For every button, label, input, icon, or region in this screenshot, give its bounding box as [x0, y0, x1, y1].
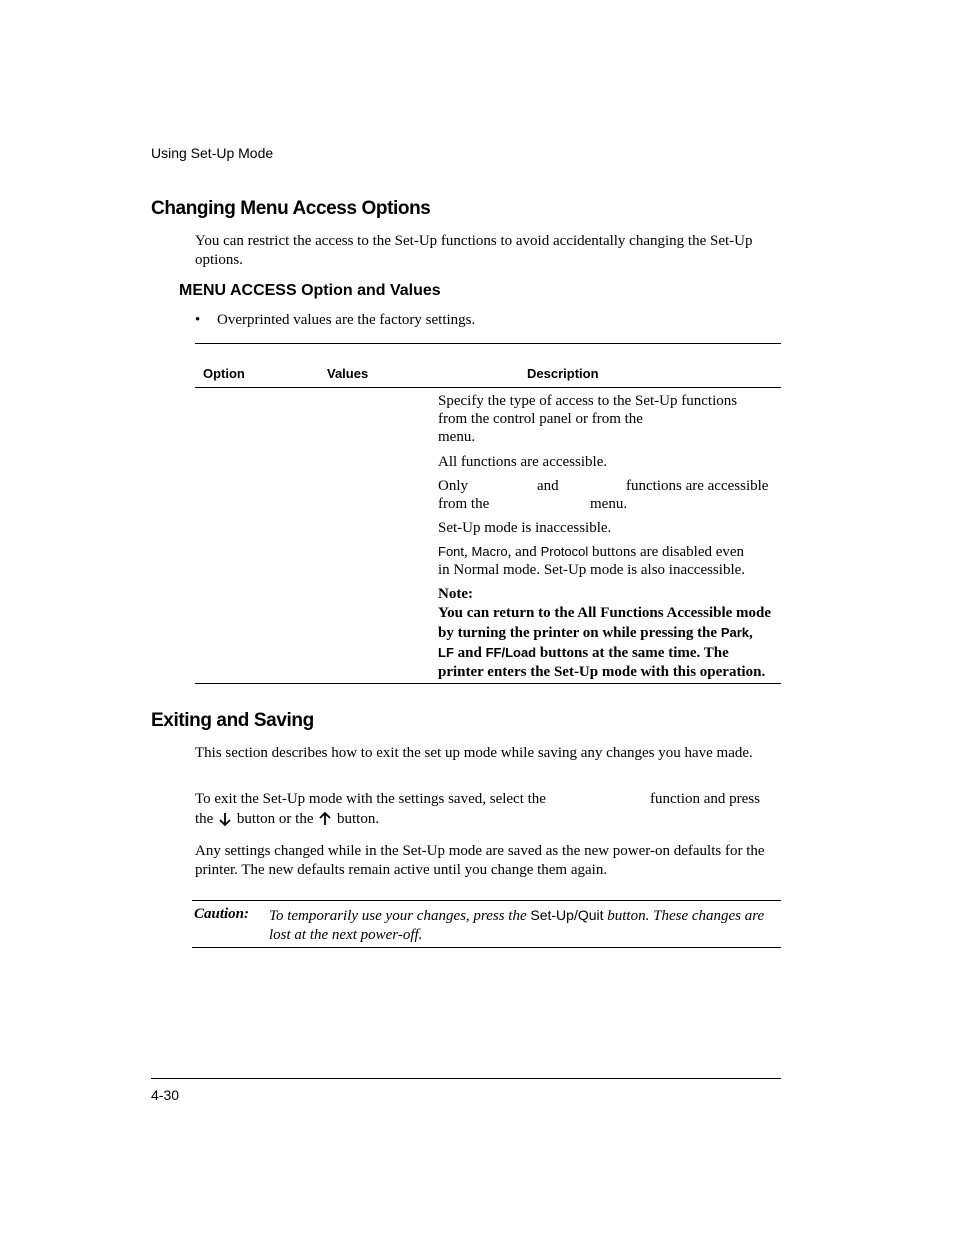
section-intro: You can restrict the access to the Set-Up functions to avoid accidentally changing the Set-Up options.: [195, 233, 753, 268]
desc-3-menu: menu.: [590, 496, 628, 512]
table-cell-description-5: [438, 543, 780, 579]
note-line-2: [438, 623, 780, 643]
section-title-exiting: Exiting and Saving: [151, 710, 314, 731]
bullet-text: Overprinted values are the factory settings.: [217, 312, 476, 328]
protocol-button-label: Protocol: [540, 544, 589, 559]
subsection-title: MENU ACCESS Option and Values: [179, 282, 441, 299]
setup-quit-button-label: Set-Up/Quit: [530, 907, 604, 923]
exiting-p2-the: the: [195, 811, 214, 827]
desc-3-from-the: from the: [438, 496, 490, 512]
desc-5-rest: buttons are disabled even: [588, 544, 745, 560]
table-top-rule: [195, 343, 781, 344]
note-label: Note:: [438, 586, 473, 602]
note-line-4: printer enters the Set-Up mode with this operation.: [438, 664, 766, 680]
footer-rule: [151, 1078, 781, 1079]
note-line-1: You can return to the All Functions Accessible mode: [438, 605, 772, 621]
table-header-rule: [195, 387, 781, 388]
running-header: Using Set-Up Mode: [151, 145, 274, 161]
note-line-3-rest: buttons at the same time. The: [536, 645, 729, 661]
caution-text-b: button. These changes are lost at the next power-off.: [269, 908, 765, 943]
caution-top-rule: [192, 900, 781, 901]
caution-bottom-rule: [192, 947, 781, 948]
table-cell-description-1: [438, 392, 780, 446]
table-cell-description-2: All functions are accessible.: [438, 454, 608, 470]
desc-5-line-2: in Normal mode. Set-Up mode is also inaccessible.: [438, 562, 746, 578]
exiting-paragraph-2: [195, 790, 775, 832]
desc-3-functions-text: functions are accessible: [626, 478, 769, 494]
table-header-values: Values: [327, 366, 369, 381]
exiting-p2-line-2: [195, 810, 379, 829]
bullet-dot: •: [195, 312, 201, 328]
macro-button-label: Macro: [471, 544, 508, 559]
exiting-paragraph-3: Any settings changed while in the Set-Up mode are saved as the new power-on defaults for the printer. The new defaults remain active until you change them again.: [195, 843, 765, 878]
caution-label: Caution:: [194, 906, 250, 922]
caution-text: [269, 906, 775, 945]
section-title-menu-access: Changing Menu Access Options: [151, 198, 431, 219]
desc-5-sep-1: ,: [464, 544, 472, 560]
desc-1-line-2: from the control panel or from the: [438, 411, 643, 427]
ff-load-button-label: FF/Load: [485, 645, 537, 660]
lf-button-label: LF: [438, 645, 454, 660]
desc-1-line-1: Specify the type of access to the Set-Up functions: [438, 393, 738, 409]
caution-text-a: To temporarily use your changes, press the: [269, 908, 531, 924]
table-header-option: Option: [203, 366, 245, 381]
desc-3-word-only: Only: [438, 478, 468, 494]
table-bottom-rule: [195, 683, 781, 684]
font-button-label: Font: [438, 544, 465, 559]
desc-1-line-3: menu.: [438, 429, 476, 445]
exiting-p2-text-a: To exit the Set-Up mode with the settings saved, select the: [195, 791, 546, 807]
note-line-3: [438, 643, 780, 663]
note-line-3-and: and: [453, 645, 486, 661]
table-cell-note: [438, 585, 780, 682]
exiting-paragraph-1: This section describes how to exit the set up mode while saving any changes you have made.: [195, 745, 753, 761]
desc-3-word-and: and: [537, 478, 559, 494]
bullet-item: [195, 312, 475, 329]
exiting-p2-button-end: button.: [336, 811, 380, 827]
page-number: 4-30: [151, 1087, 180, 1103]
arrow-down-icon: [217, 811, 233, 827]
table-cell-description-4: Set-Up mode is inaccessible.: [438, 520, 612, 536]
desc-5-sep-2: , and: [507, 544, 541, 560]
park-button-label: Park: [720, 625, 750, 640]
desc-5-line-1: [438, 543, 780, 561]
table-cell-description-3: [438, 477, 780, 513]
note-line-2-text: by turning the printer on while pressing the: [438, 625, 721, 641]
exiting-p2-button-or-the: button or the: [236, 811, 314, 827]
table-header-description: Description: [527, 366, 599, 381]
exiting-p2-text-b: function and press: [650, 791, 760, 807]
note-line-2-comma: ,: [749, 625, 753, 641]
arrow-up-icon: [317, 811, 333, 827]
